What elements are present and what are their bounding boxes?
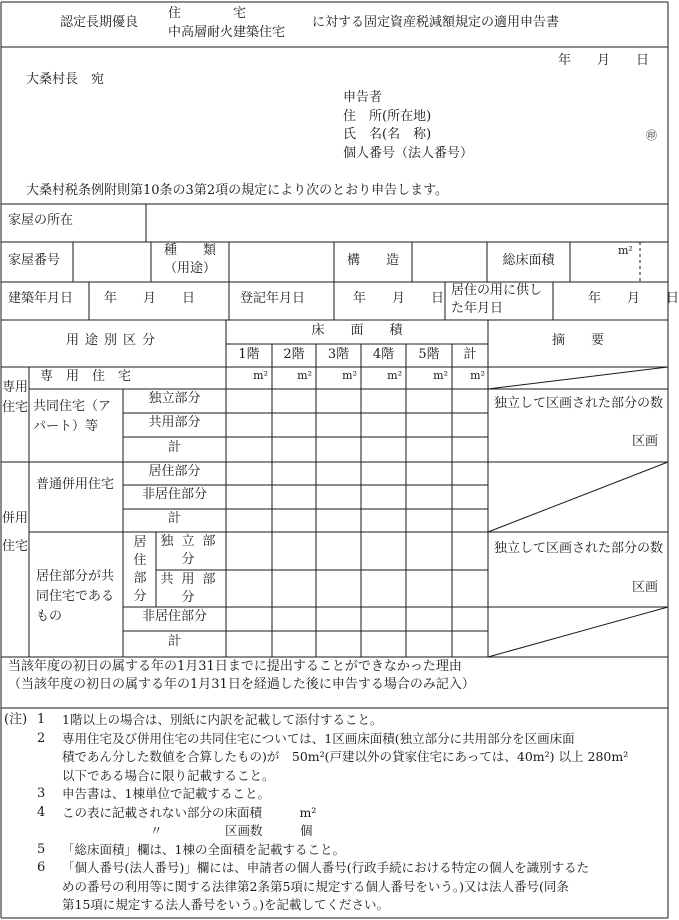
dedicated-house-row-label: 専 用 住 宅 xyxy=(40,369,132,384)
shared-remark-unit: 区画 xyxy=(632,580,659,595)
intro-text: 大桑村税条例附則第10条の3第2項の規定により次のとおり申告します。 xyxy=(26,183,449,198)
residence-date-value[interactable]: 年 月 日 xyxy=(588,291,679,306)
note-number: 5 xyxy=(37,841,46,857)
unit-floor-4: m² xyxy=(387,369,402,382)
note-line: 専用住宅及び併用住宅の共同住宅については、1区画床面積(独立部分に共用部分を区画床面 xyxy=(62,730,575,746)
note-line: 「総床面積」欄は、1棟の全面積を記載すること。 xyxy=(62,841,345,857)
shared-common-label: 共用部分 xyxy=(160,572,224,605)
shared-residential-label: 居住部分 xyxy=(133,535,147,604)
reason-line-2: （当該年度の初日の属する年の1月31日を経過した後に申告する場合のみ記入） xyxy=(8,677,475,692)
normal-combined-label: 普通併用住宅 xyxy=(36,477,115,492)
remarks-header: 摘 要 xyxy=(551,333,604,348)
floor-area-header: 床 面 積 xyxy=(311,323,403,338)
header-line-2: 中高層耐火建築住宅 xyxy=(168,25,286,40)
note-number: 4 xyxy=(37,804,46,820)
floor-4-header: 4階 xyxy=(372,347,395,362)
use-category-header: 用途別区分 xyxy=(65,333,161,348)
floor-5-header: 5階 xyxy=(418,347,440,362)
header-line-1: 住 宅 xyxy=(168,6,247,21)
note-line: 以下である場合に限り記載すること。 xyxy=(62,767,275,783)
applicant-id-label: 個人番号（法人番号） xyxy=(343,146,474,161)
floor-total-header: 計 xyxy=(463,347,477,362)
submission-date: 年 月 日 xyxy=(558,53,650,68)
house-type-input[interactable] xyxy=(230,243,333,281)
note-line: 1階以上の場合は、別紙に内訳を記載して添付すること。 xyxy=(62,712,383,727)
reason-line-1: 当該年度の初日の属する年の1月31日までに提出することができなかった理由 xyxy=(8,659,462,674)
dedicated-remark: 独立して区画された部分の数 xyxy=(494,396,664,411)
shared-combined-label: 居住部分が共同住宅であるもの xyxy=(36,569,115,624)
dedicated-house-group: 専用住宅 xyxy=(2,380,29,415)
house-type-label: 種 類 xyxy=(163,243,216,258)
apartment-label: 共同住宅（アパート）等 xyxy=(33,399,112,434)
combined-house-group: 併用住宅 xyxy=(2,511,29,554)
shared-nonresidential-label: 非居住部分 xyxy=(141,609,207,624)
dedicated-shared-label: 共用部分 xyxy=(148,415,201,430)
note-number: 3 xyxy=(37,786,46,801)
header-title: に対する固定資産税減額規定の適用申告書 xyxy=(312,15,560,30)
normal-residential-label: 居住部分 xyxy=(148,464,201,479)
floor-3-header: 3階 xyxy=(327,347,350,362)
built-date-label: 建築年月日 xyxy=(8,291,74,306)
shared-remark: 独立して区画された部分の数 xyxy=(494,541,664,556)
total-area-unit: m² xyxy=(618,244,633,257)
house-location-label: 家屋の所在 xyxy=(8,213,74,228)
applicant-title: 申告者 xyxy=(343,90,383,105)
note-line: 「個人番号(法人番号)」欄には、申請者の個人番号(行政手続における特定の個人を識別するた xyxy=(62,860,590,875)
unit-floor-1: m² xyxy=(253,369,268,382)
applicant-address-label: 住 所(所在地) xyxy=(343,109,432,124)
note-line: 申告書は、1棟単位で記載すること。 xyxy=(62,786,270,801)
house-number-input[interactable] xyxy=(74,243,150,281)
note-line: 〃 区画数 個 xyxy=(150,823,313,838)
structure-label: 構 造 xyxy=(346,253,399,268)
note-line: 第15項に規定する法人番号をいう。)を記載してください。 xyxy=(62,897,390,912)
applicant-name-label: 氏 名(名 称) xyxy=(343,127,432,142)
dedicated-independent-label: 独立部分 xyxy=(148,391,201,406)
dedicated-remark-unit: 区画 xyxy=(632,434,659,449)
addressee: 大桑村長 宛 xyxy=(26,72,105,87)
structure-input[interactable] xyxy=(413,243,486,281)
dedicated-total-label: 計 xyxy=(167,440,181,455)
residence-date-label: 居住の用に供した年月日 xyxy=(451,283,543,316)
notes-label: (注) xyxy=(4,712,28,727)
normal-total-label: 計 xyxy=(167,511,181,526)
floor-1-header: 1階 xyxy=(238,347,260,362)
note-line: 積であん分した数値を合算したもの)が 50m²(戸建以外の貸家住宅にあっては、40m²) 以上 280m² xyxy=(62,749,629,764)
header-prefix: 認定長期優良 xyxy=(60,15,139,30)
unit-floor-3: m² xyxy=(342,369,357,382)
house-number-label: 家屋番号 xyxy=(8,253,61,268)
registered-date-label: 登記年月日 xyxy=(240,291,306,306)
note-line: めの番号の利用等に関する法律第2条第5項に規定する個人番号をいう。)又は法人番号(同条 xyxy=(62,878,569,894)
seal-mark: ㊞ xyxy=(646,129,657,142)
registered-date-value[interactable]: 年 月 日 xyxy=(353,291,445,306)
house-use-label: （用途） xyxy=(163,261,216,276)
shared-independent-label: 独立部分 xyxy=(160,534,224,567)
unit-floor-2: m² xyxy=(297,369,312,382)
floor-2-header: 2階 xyxy=(283,347,305,362)
unit-floor-5: m² xyxy=(433,369,448,382)
note-number: 2 xyxy=(37,730,46,746)
shared-total-label: 計 xyxy=(167,634,181,649)
unit-total: m² xyxy=(470,369,485,382)
note-number: 6 xyxy=(37,860,46,875)
normal-nonresidential-label: 非居住部分 xyxy=(141,487,207,502)
built-date-value[interactable]: 年 月 日 xyxy=(104,291,196,306)
note-number: 1 xyxy=(37,712,46,727)
total-area-label: 総床面積 xyxy=(502,253,555,268)
house-location-input[interactable] xyxy=(147,205,667,241)
note-line: この表に記載されない部分の床面積 m² xyxy=(62,804,317,820)
